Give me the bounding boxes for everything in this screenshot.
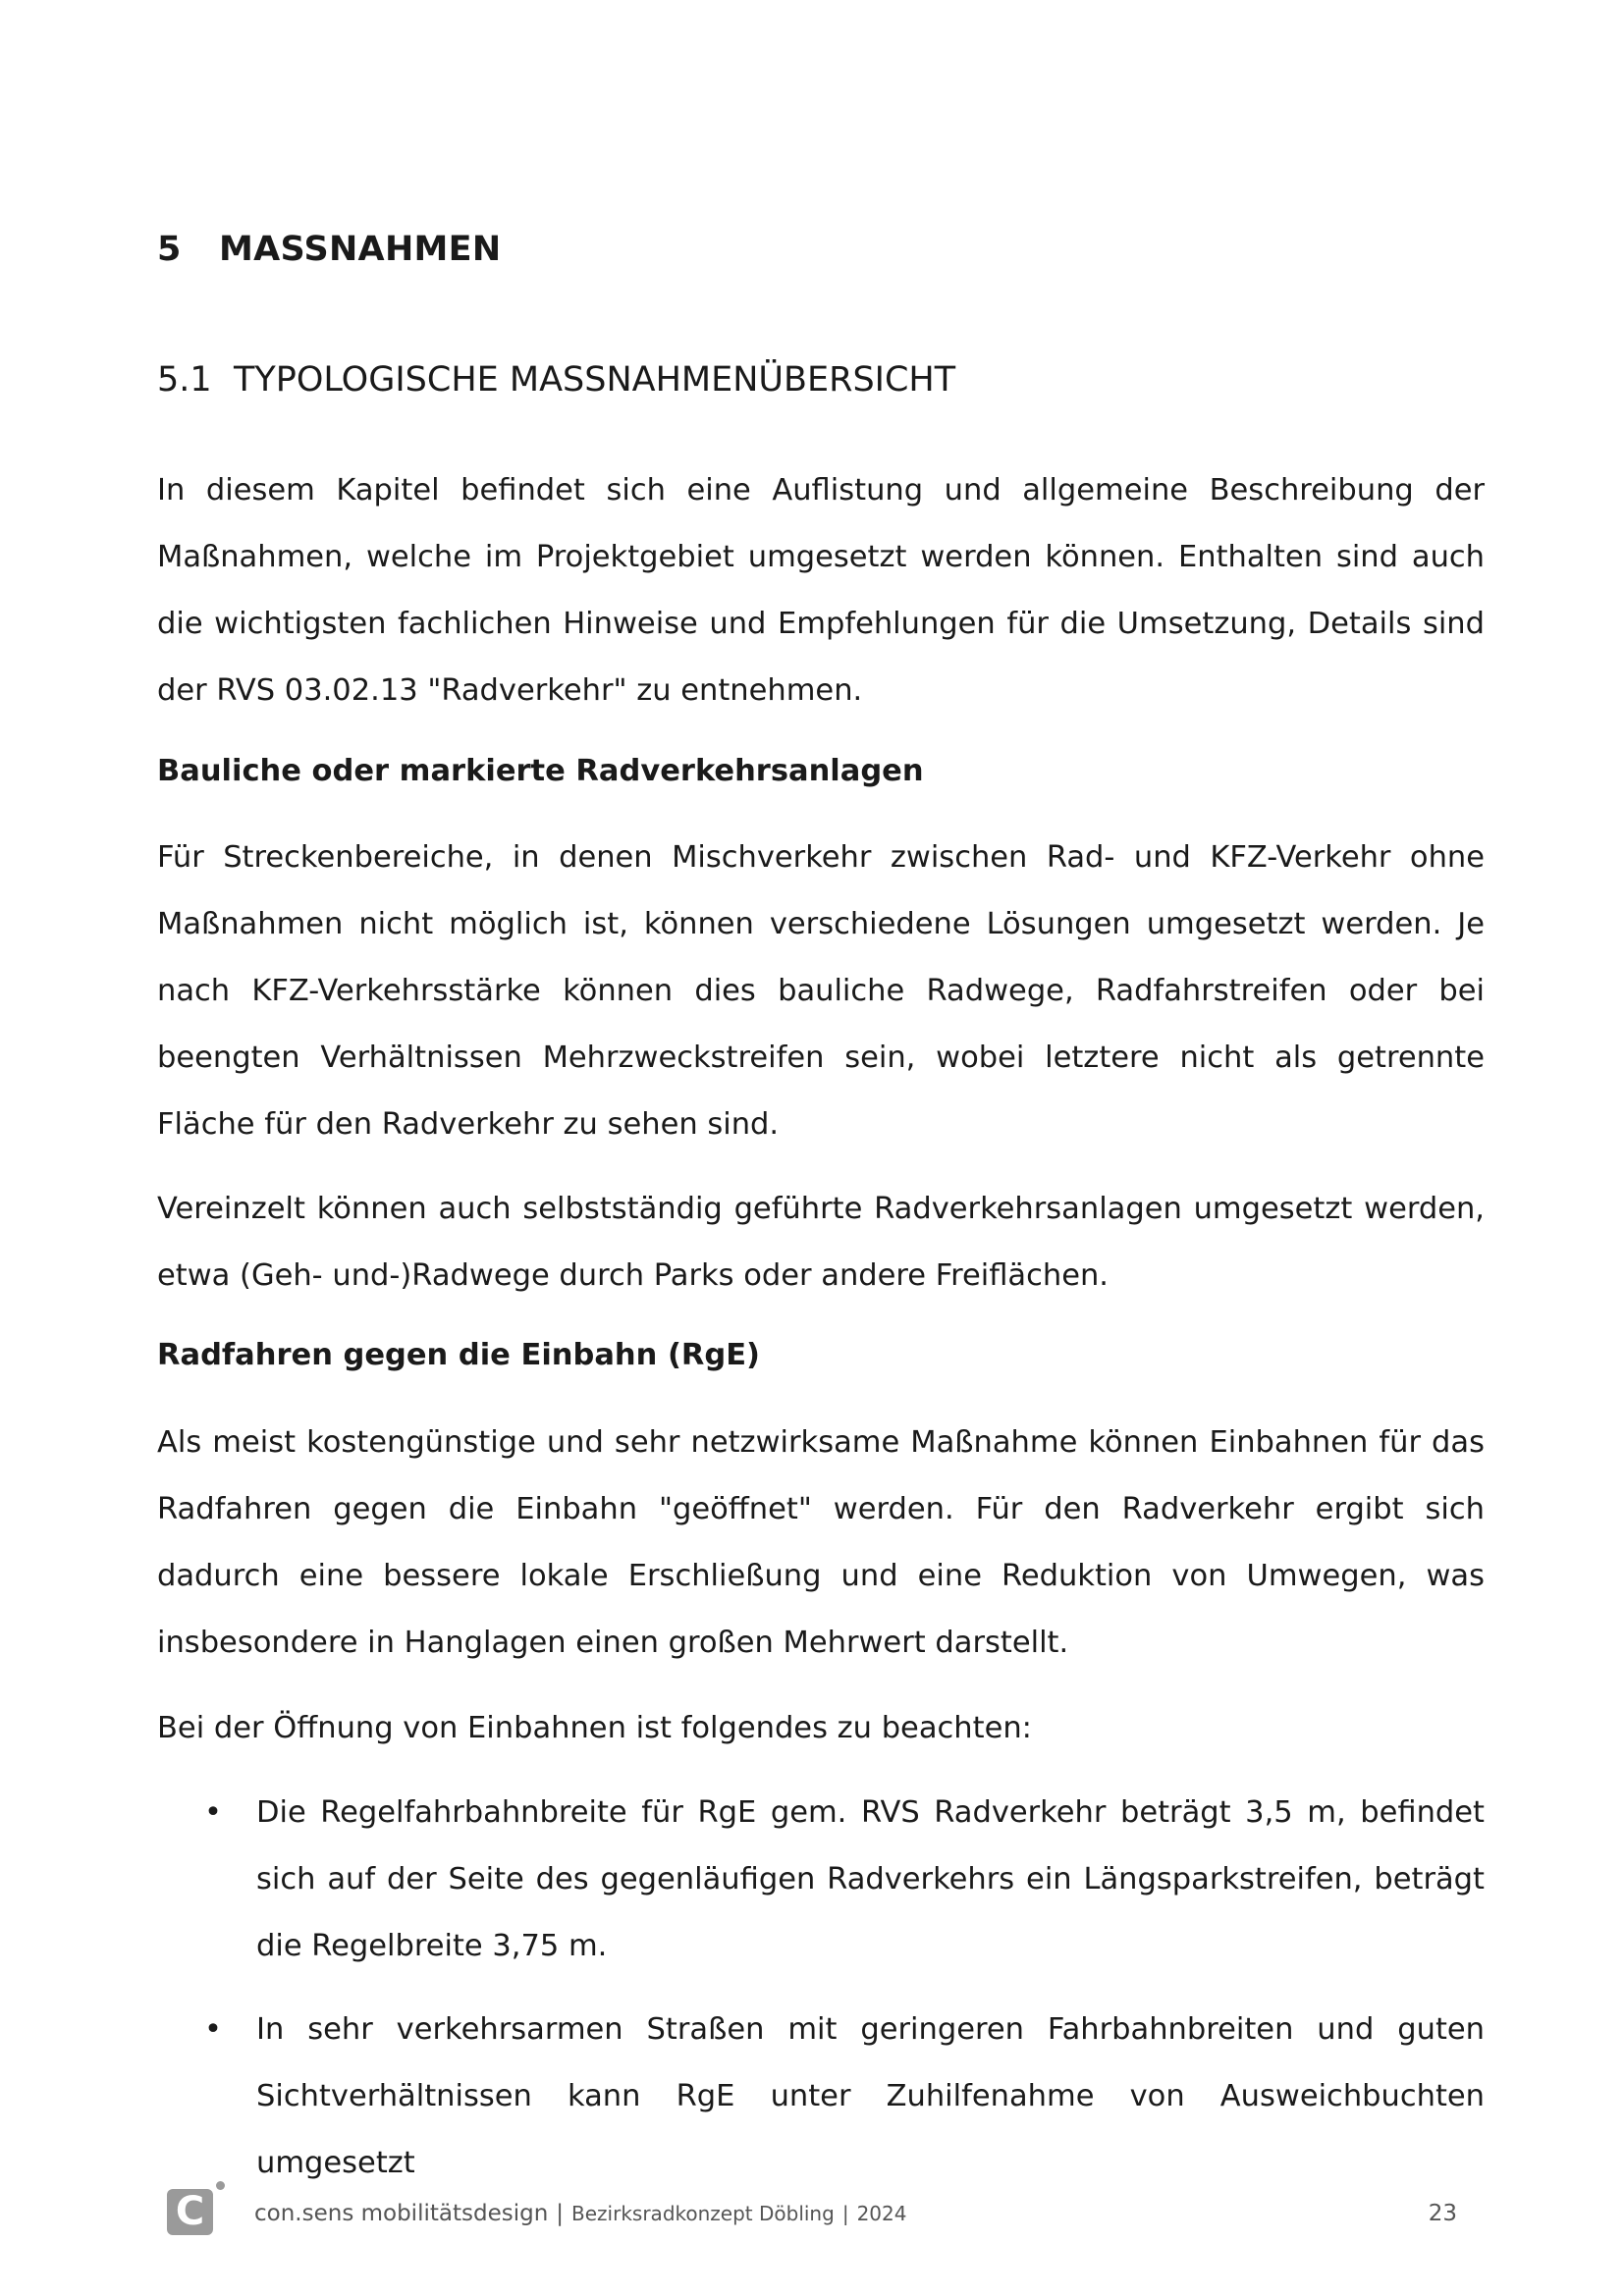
subsection-heading-radverkehrsanlagen: Bauliche oder markierte Radverkehrsanlagen	[157, 754, 924, 788]
list-item	[157, 1997, 1485, 2197]
page-number: 23	[1428, 2201, 1457, 2226]
bullet-text: In sehr verkehrsarmen Straßen mit geringeren Fahrbahnbreiten und guten Sichtverhältnissen kann RgE unter Zuhilfenahme von Ausweichbuchten umgesetzt	[256, 2012, 1485, 2180]
chapter-heading	[157, 230, 501, 269]
rge-paragraph-2: Bei der Öffnung von Einbahnen ist folgendes zu beachten:	[157, 1711, 1032, 1745]
page-footer	[167, 2181, 1457, 2240]
subsection-heading-rge: Radfahren gegen die Einbahn (RgE)	[157, 1338, 760, 1372]
bullet-icon: •	[204, 2012, 222, 2047]
section-title: TYPOLOGISCHE MASSNAHMENÜBERSICHT	[234, 360, 956, 400]
section-heading	[157, 360, 955, 400]
footer-project: Bezirksradkonzept Döbling	[571, 2202, 835, 2225]
footer-separator: |	[556, 2201, 565, 2226]
bullet-icon: •	[204, 1795, 222, 1830]
chapter-number: 5	[157, 230, 182, 269]
intro-paragraph: In diesem Kapitel befindet sich eine Auflistung und allgemeine Beschreibung der Maßnahmen, welche im Projektgebiet umgesetzt werden können. Enthalten sind auch die wichtigsten fachlichen Hinweise und Empfehlungen für die Umsetzung, Details sind der RVS 03.02.13 "Radverkehr" zu entnehmen.	[157, 473, 1485, 708]
radverkehrsanlagen-paragraph-1: Für Streckenbereiche, in denen Mischverkehr zwischen Rad- und KFZ-Verkehr ohne Maßnahmen nicht möglich ist, können verschiedene Lösungen umgesetzt werden. Je nach KFZ-Verkehrsstärke können dies bauliche Radwege, Radfahrstreifen oder bei beengten Verhältnissen Mehrzweckstreifen sein, wobei letztere nicht als getrennte Fläche für den Radverkehr zu sehen sind.	[157, 840, 1485, 1142]
logo-letter: C	[175, 2189, 205, 2234]
footer-text	[254, 2201, 906, 2226]
consens-logo	[167, 2189, 213, 2235]
rge-bullet-list	[157, 1780, 1485, 2197]
section-number: 5.1	[157, 360, 212, 400]
logo-dot-icon	[216, 2181, 225, 2190]
radverkehrsanlagen-paragraph-2: Vereinzelt können auch selbstständig geführte Radverkehrsanlagen umgesetzt werden, etwa (Geh- und-)Radwege durch Parks oder andere Freiflächen.	[157, 1192, 1485, 1293]
footer-separator-2: |	[841, 2202, 849, 2225]
bullet-text: Die Regelfahrbahnbreite für RgE gem. RVS Radverkehr beträgt 3,5 m, befindet sich auf der Seite des gegenläufigen Radverkehrs ein Längsparkstreifen, beträgt die Regelbreite 3,75 m.	[256, 1795, 1485, 1963]
list-item	[157, 1780, 1485, 1980]
footer-company: con.sens mobilitätsdesign	[254, 2201, 549, 2226]
footer-year: 2024	[856, 2202, 907, 2225]
rge-paragraph-1: Als meist kostengünstige und sehr netzwirksame Maßnahme können Einbahnen für das Radfahren gegen die Einbahn "geöffnet" werden. Für den Radverkehr ergibt sich dadurch eine bessere lokale Erschließung und eine Reduktion von Umwegen, was insbesondere in Hanglagen einen großen Mehrwert darstellt.	[157, 1425, 1485, 1660]
chapter-title: MASSNAHMEN	[219, 230, 502, 269]
